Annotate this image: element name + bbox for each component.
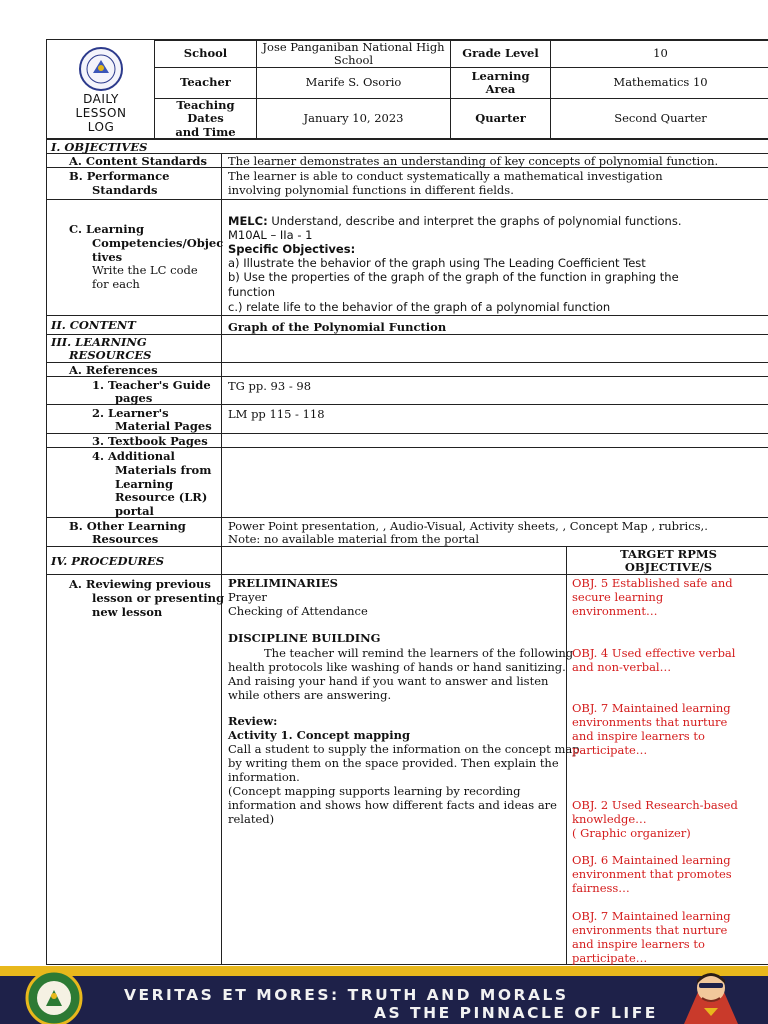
activity-line-5: information and shows how different facts and ideas are [228,798,557,812]
specific-objectives-heading: Specific Objectives: [228,242,356,256]
target-rpms-label: TARGET RPMS [620,547,717,561]
teaching-dates-value: January 10, 2023 [256,98,451,140]
logo-cell [47,40,155,140]
teachers-guide-label-2: pages [115,391,153,405]
rpms-obj-4: OBJ. 4 Used effective verbal [572,646,736,660]
other-resources-text: Power Point presentation, , Audio-Visual, Activity sheets, , Concept Map , rubrics,. [228,519,708,533]
daily-lesson-log-title: DAILY LESSON LOG [75,92,127,134]
competency-label-4: Write the LC code [92,263,198,277]
rpms-obj-2: OBJ. 2 Used Research-based [572,798,738,812]
performance-label-2: Standards [92,183,158,197]
other-resources-label: B. Other Learning [69,519,186,533]
content-standards-label: A. Content Standards [69,154,207,168]
discipline-heading: DISCIPLINE BUILDING [228,631,381,645]
resources-heading-2: RESOURCES [69,348,152,362]
rpms-obj-5-line-2: secure learning [572,590,664,604]
activity-heading: Activity 1. Concept mapping [228,728,410,742]
performance-standards-row [46,168,768,200]
preliminaries-heading: PRELIMINARIES [228,576,338,590]
quarter-value: Second Quarter [550,98,768,140]
school-seal-icon [10,968,98,1024]
teaching-dates-label: Teaching Dates and Time [154,98,257,140]
deped-seal-icon [78,46,124,92]
objective-b: b) Use the properties of the graph of the graph of the function in graphing the [228,270,679,284]
additional-materials-label-2: Materials from [115,463,212,477]
rpms-obj-7b-line-2: environments that nurture [572,923,728,937]
rpms-obj-7-line-3: and inspire learners to [572,729,705,743]
content-heading: II. CONTENT [51,318,136,332]
textbook-label: 3. Textbook Pages [92,434,208,448]
content-standards-row [46,154,768,168]
rpms-obj-2-line-2: knowledge… [572,812,647,826]
target-rpms-header [568,547,768,574]
resources-heading: III. LEARNING [51,335,147,349]
resources-heading-row [46,335,768,363]
discipline-line-4: while others are answering. [228,688,392,702]
performance-label: B. Performance [69,169,170,183]
additional-materials-label-5: portal [115,504,154,518]
additional-materials-label: 4. Additional [92,449,175,463]
reviewing-label: A. Reviewing previous [69,577,211,591]
portal-note: Note: no available material from the portal [228,532,480,546]
reviewing-label-2: lesson or presenting [92,591,225,605]
activity-line-4: (Concept mapping supports learning by recording [228,784,521,798]
learners-material-row [46,405,768,434]
reviewing-lesson-row [46,575,768,965]
procedures-heading: IV. PROCEDURES [51,554,165,568]
objective-b-2: function [228,285,275,299]
learning-area-value: Mathematics 10 [550,67,768,99]
objectives-heading: I. OBJECTIVES [51,140,148,154]
learning-area-label: Learning Area [450,67,551,99]
learners-material-value: LM pp 115 - 118 [228,407,325,421]
objective-a: a) Illustrate the behavior of the graph using The Leading Coefficient Test [228,256,646,270]
motto-line-2: AS THE PINNACLE OF LIFE [374,1004,658,1022]
performance-text-2: involving polynomial functions in different fields. [228,183,514,197]
school-value: Jose Panganiban National High School [256,40,451,68]
header-table [46,39,768,139]
competency-label-5: for each [92,277,140,291]
attendance-text: Checking of Attendance [228,604,368,618]
other-resources-row [46,518,768,547]
footer-banner [0,966,768,1024]
rpms-obj-6-line-2: environment that promotes [572,867,732,881]
competencies-row [46,200,768,316]
activity-line-3: information. [228,770,300,784]
activity-line-2: by writing them on the space provided. Then explain the [228,756,559,770]
content-standards-text: The learner demonstrates an understanding of key concepts of polynomial function. [228,154,719,168]
grade-level-value: 10 [550,40,768,68]
school-label: School [154,40,257,68]
additional-materials-label-3: Learning [115,477,174,491]
rpms-obj-4-line-2: and non-verbal… [572,660,672,674]
rpms-column [568,575,768,964]
mascot-icon [676,968,746,1024]
discipline-line-3: And raising your hand if you want to answer and listen [228,674,549,688]
rpms-obj-6-line-3: fairness… [572,881,630,895]
teacher-label: Teacher [154,67,257,99]
competency-label: C. Learning [69,222,145,236]
rpms-obj-7b-line-4: participate… [572,951,648,965]
learners-material-label-2: Material Pages [115,419,212,433]
performance-text: The learner is able to conduct systematically a mathematical investigation [228,169,663,183]
procedures-heading-row [46,547,768,575]
additional-materials-row [46,448,768,518]
prayer-text: Prayer [228,590,267,604]
content-row [46,316,768,335]
competency-label-2: Competencies/Objec [92,236,224,250]
grade-level-label: Grade Level [450,40,551,68]
melc-code: M10AL – IIa - 1 [228,228,313,242]
rpms-obj-7: OBJ. 7 Maintained learning [572,701,731,715]
discipline-line-2: health protocols like washing of hands or hand sanitizing. [228,660,566,674]
rpms-obj-7b-line-3: and inspire learners to [572,937,705,951]
teacher-value: Marife S. Osorio [256,67,451,99]
learners-material-label: 2. Learner's [92,406,169,420]
competency-label-3: tives [92,250,123,264]
objectives-heading-row [46,139,768,154]
motto-line: VERITAS ET MORES: TRUTH AND MORALS [124,986,569,1004]
content-text: Graph of the Polynomial Function [228,320,447,334]
references-row [46,363,768,377]
teachers-guide-label: 1. Teacher's Guide [92,378,211,392]
textbook-row [46,434,768,448]
teachers-guide-row [46,377,768,405]
objective-c: c.) relate life to the behavior of the graph of a polynomial function [228,300,611,314]
target-rpms-label-2: OBJECTIVE/S [624,560,713,574]
rpms-obj-5: OBJ. 5 Established safe and [572,576,733,590]
footer-stripe [0,966,768,976]
reviewing-label-3: new lesson [92,605,163,619]
additional-materials-label-4: Resource (LR) [115,490,208,504]
rpms-obj-6: OBJ. 6 Maintained learning [572,853,731,867]
other-resources-label-2: Resources [92,532,159,546]
rpms-obj-2-line-3: ( Graphic organizer) [572,826,691,840]
review-heading: Review: [228,714,278,728]
rpms-obj-7-line-4: participate… [572,743,648,757]
rpms-obj-5-line-3: environment… [572,604,658,618]
rpms-obj-7-line-2: environments that nurture [572,715,728,729]
activity-line-6: related) [228,812,275,826]
melc-line: MELC: Understand, describe and interpret the graphs of polynomial functions. [228,214,682,228]
teachers-guide-value: TG pp. 93 - 98 [228,379,312,393]
rpms-obj-7b: OBJ. 7 Maintained learning [572,909,731,923]
quarter-label: Quarter [450,98,551,140]
discipline-line: The teacher will remind the learners of the following [264,646,574,660]
references-label: A. References [69,363,158,377]
activity-line: Call a student to supply the information on the concept map [228,742,580,756]
